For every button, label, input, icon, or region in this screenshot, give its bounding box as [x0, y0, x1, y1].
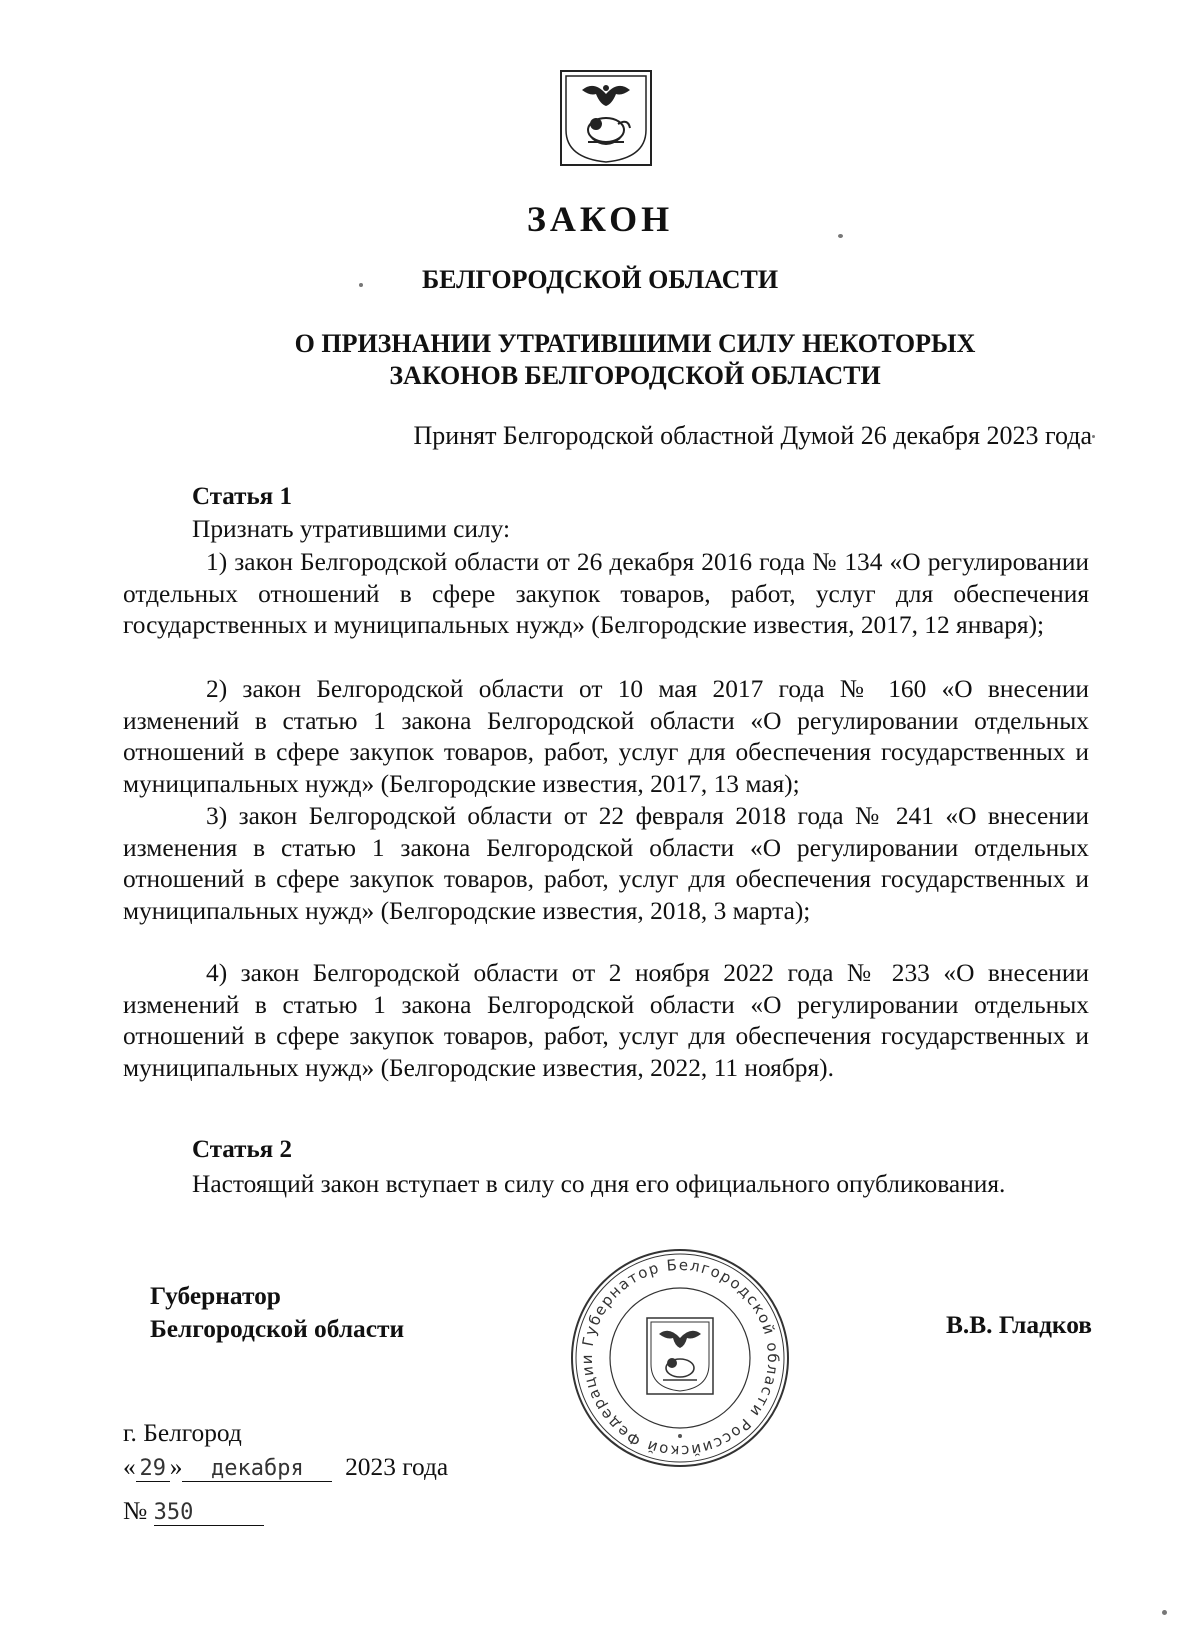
scan-speck — [838, 234, 843, 238]
article-1-item-3: 3) закон Белгородской области от 22 февраля 2018 года № 241 «О внесении изменения в статью 1 закона Белгородской области «О регулировании отдельных отношений в сфере закупок товаров, работ, услуг для обеспечения государственных и муниципальных нужд» (Белгородские известия, 2018, 3 марта); — [123, 802, 1089, 925]
signatory-position-line-1: Губернатор — [150, 1282, 281, 1310]
scan-speck — [1162, 1610, 1167, 1615]
date-open-quote: « — [123, 1453, 136, 1481]
article-1-heading: Статья 1 — [192, 483, 292, 510]
adoption-note: Принят Белгородской областной Думой 26 декабря 2023 года — [413, 421, 1092, 450]
article-2-heading: Статья 2 — [192, 1136, 292, 1163]
signing-date — [123, 1453, 448, 1482]
signatory-name: В.В. Гладков — [945, 1311, 1092, 1339]
article-1-item-4: 4) закон Белгородской области от 2 ноября 2022 года № 233 «О внесении изменений в статью 1 закона Белгородской области «О регулировании отдельных отношений в сфере закупок товаров, работ, услуг для обеспечения государственных и муниципальных нужд» (Белгородские известия, 2022, 11 ноября). — [123, 959, 1089, 1082]
signatory-position-line-2: Белгородской области — [150, 1315, 405, 1343]
date-day: 29 — [136, 1456, 170, 1482]
official-seal-icon — [567, 1240, 793, 1488]
date-close-quote: » — [169, 1453, 183, 1481]
law-number — [123, 1497, 264, 1526]
article-1-item-2: 2) закон Белгородской области от 10 мая 2017 года № 160 «О внесении изменений в статью 1 закона Белгородской области «О регулировании отдельных отношений в сфере закупок товаров, работ, услуг для обеспечения государственных и муниципальных нужд» (Белгородские известия, 2017, 13 мая); — [123, 675, 1089, 798]
place-of-signing: г. Белгород — [123, 1419, 242, 1447]
date-month: декабря — [182, 1456, 332, 1482]
article-1-intro: Признать утратившими силу: — [192, 515, 511, 543]
signatory-position — [150, 1280, 404, 1346]
article-2-text: Настоящий закон вступает в силу со дня его официального опубликования. — [192, 1170, 1006, 1198]
date-year: 2023 года — [345, 1453, 449, 1481]
article-1-item-1: 1) закон Белгородской области от 26 декабря 2016 года № 134 «О регулировании отдельных отношений в сфере закупок товаров, работ, услуг для обеспечения государственных и муниципальных нужд» (Белгородские известия, 2017, 12 января); — [123, 548, 1089, 639]
scan-speck — [1092, 435, 1095, 438]
law-name-line-1: О ПРИЗНАНИИ УТРАТИВШИМИ СИЛУ НЕКОТОРЫХ — [294, 329, 976, 358]
coat-of-arms-icon — [560, 70, 652, 166]
document-subtitle: БЕЛГОРОДСКОЙ ОБЛАСТИ — [421, 265, 779, 294]
document-title: ЗАКОН — [526, 199, 674, 239]
scan-speck — [359, 283, 363, 287]
svg-text:Губернатор Белгородской област: Губернатор Белгородской области Российской Федерации — [577, 1255, 783, 1461]
law-name — [0, 328, 1200, 392]
law-number-value: 350 — [154, 1500, 264, 1526]
law-name-line-2: ЗАКОНОВ БЕЛГОРОДСКОЙ ОБЛАСТИ — [389, 361, 881, 390]
law-number-label: № — [123, 1497, 148, 1525]
